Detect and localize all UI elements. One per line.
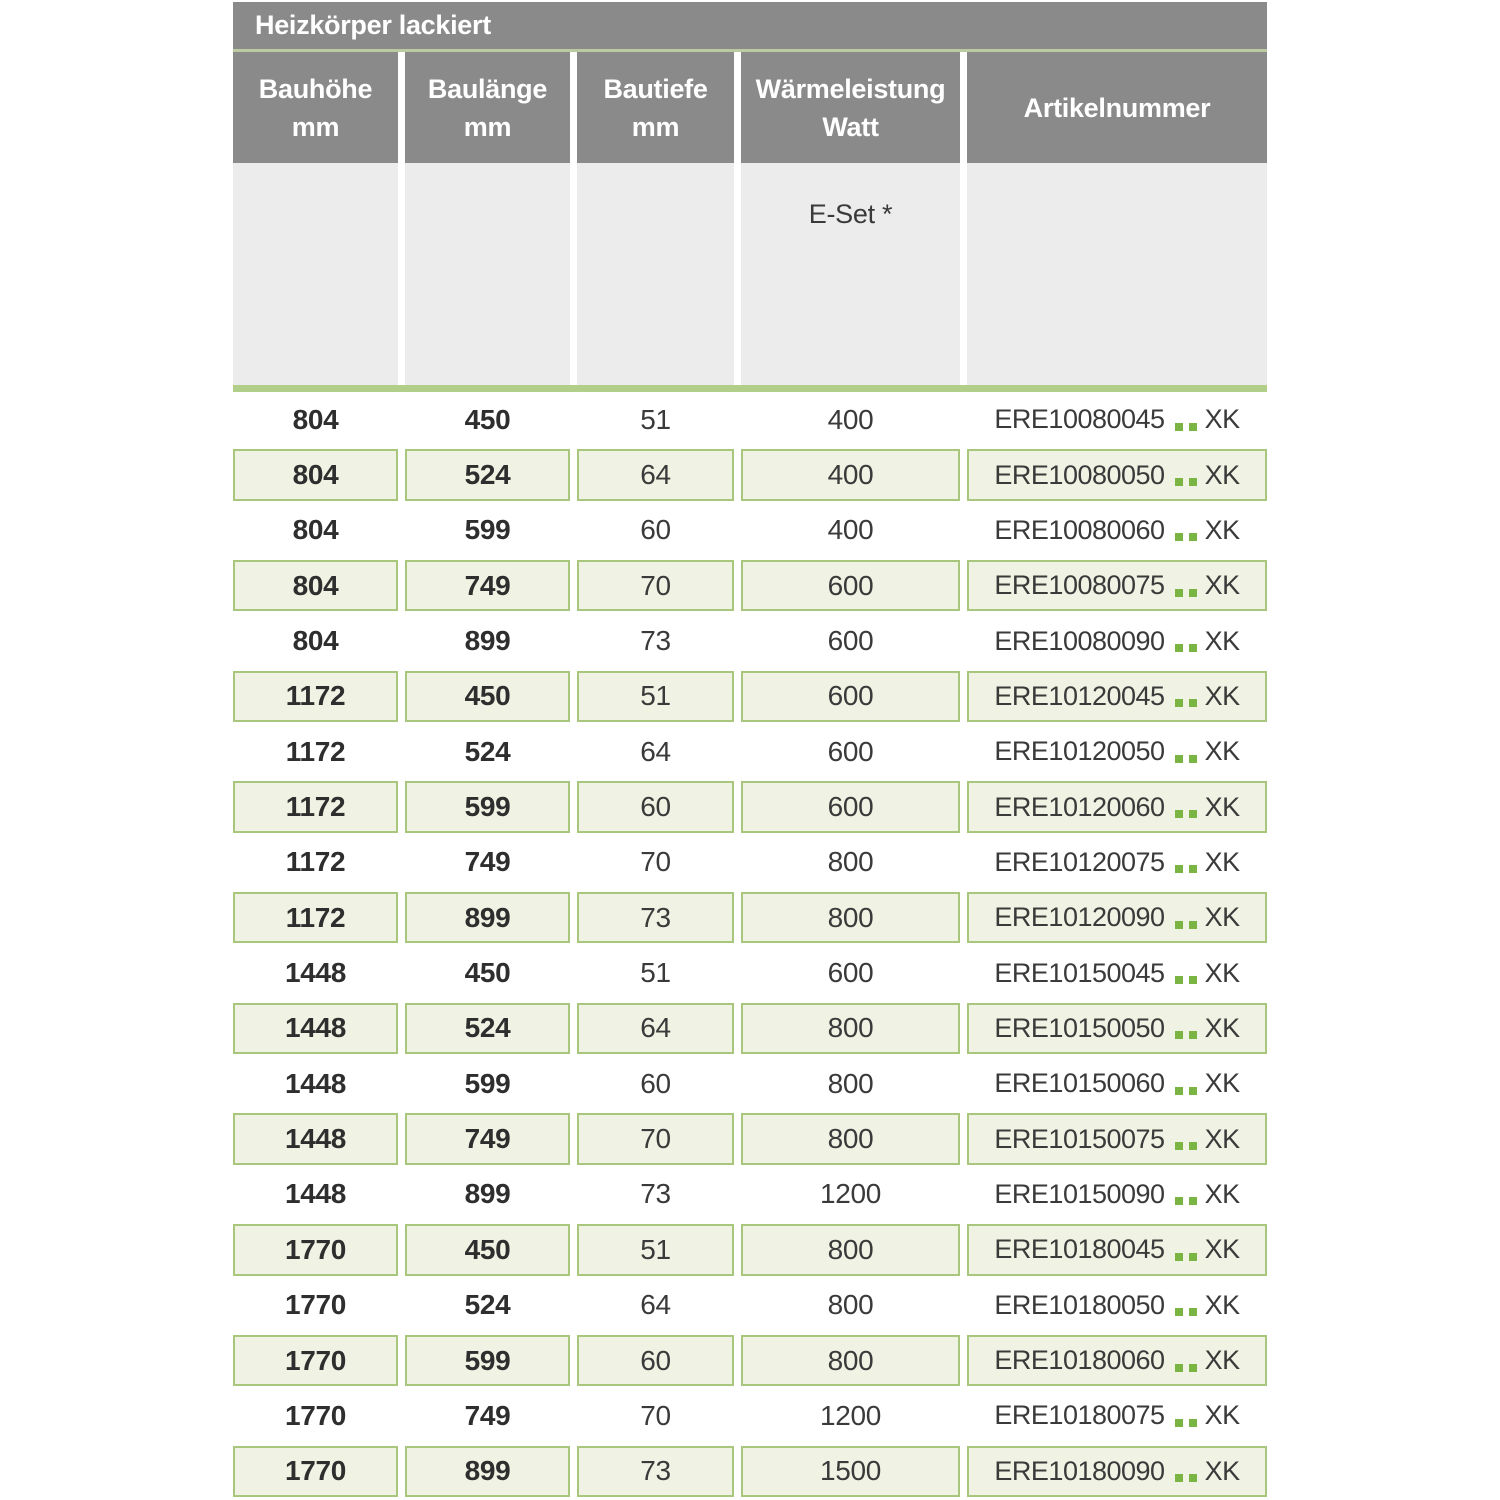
cell-artikelnummer: [967, 615, 1267, 666]
cell-bautiefe: 70: [577, 837, 734, 888]
cell-waermeleistung: 800: [741, 837, 960, 888]
cell-bautiefe: 51: [577, 947, 734, 998]
cell-artikelnummer: [967, 1224, 1267, 1275]
placeholder-dot-icon: [1189, 478, 1197, 486]
artikelnummer-prefix: ERE10150075: [994, 1123, 1165, 1154]
placeholder-dot-icon: [1175, 533, 1183, 541]
table-row: [233, 1280, 1267, 1331]
artikelnummer-prefix: ERE10080075: [994, 570, 1165, 601]
cell-bautiefe: 73: [577, 1169, 734, 1220]
radiator-spec-table: [233, 2, 1267, 1499]
cell-baulaenge: 599: [405, 1058, 570, 1109]
table-body: [233, 392, 1267, 1499]
placeholder-dot-icon: [1189, 865, 1197, 873]
cell-bauhoehe: 804: [233, 560, 398, 611]
cell-waermeleistung: 1200: [741, 1169, 960, 1220]
cell-bautiefe: 64: [577, 726, 734, 777]
cell-waermeleistung: 800: [741, 1058, 960, 1109]
cell-waermeleistung: 800: [741, 1003, 960, 1054]
column-header-unit: Watt: [822, 111, 879, 142]
placeholder-dot-icon: [1189, 921, 1197, 929]
column-header-artikelnummer: [967, 52, 1267, 163]
placeholder-dot-icon: [1175, 865, 1183, 873]
cell-bauhoehe: 1448: [233, 1169, 398, 1220]
artikelnummer-prefix: ERE10120075: [994, 846, 1165, 877]
cell-waermeleistung: 600: [741, 671, 960, 722]
cell-waermeleistung: 600: [741, 781, 960, 832]
cell-artikelnummer: [967, 1058, 1267, 1109]
column-header-label: Wärmeleistung: [755, 73, 946, 104]
cell-bauhoehe: 1770: [233, 1335, 398, 1386]
artikelnummer-suffix: XK: [1204, 791, 1240, 822]
artikelnummer-prefix: ERE10080060: [994, 514, 1165, 545]
cell-artikelnummer: [967, 1003, 1267, 1054]
placeholder-dot-icon: [1189, 1474, 1197, 1482]
placeholder-dot-icon: [1175, 810, 1183, 818]
cell-bautiefe: 51: [577, 1224, 734, 1275]
artikelnummer-prefix: ERE10150045: [994, 957, 1165, 988]
cell-bauhoehe: 804: [233, 449, 398, 500]
cell-baulaenge: 450: [405, 394, 570, 445]
column-header-label: Bautiefe: [603, 73, 708, 104]
cell-waermeleistung: 600: [741, 615, 960, 666]
artikelnummer-prefix: ERE10120090: [994, 902, 1165, 933]
placeholder-dot-icon: [1175, 589, 1183, 597]
cell-waermeleistung: 600: [741, 560, 960, 611]
column-header-label: Bauhöhe: [258, 73, 373, 104]
cell-bautiefe: 60: [577, 1058, 734, 1109]
artikelnummer-suffix: XK: [1204, 902, 1240, 933]
cell-bauhoehe: 1770: [233, 1390, 398, 1441]
artikelnummer-prefix: ERE10080090: [994, 625, 1165, 656]
placeholder-dot-icon: [1175, 478, 1183, 486]
cell-bautiefe: 64: [577, 1003, 734, 1054]
cell-baulaenge: 599: [405, 1335, 570, 1386]
cell-artikelnummer: [967, 394, 1267, 445]
placeholder-dot-icon: [1189, 1197, 1197, 1205]
column-header-unit: mm: [631, 111, 680, 142]
artikelnummer-suffix: XK: [1204, 459, 1240, 490]
artikelnummer-suffix: XK: [1204, 1178, 1240, 1209]
cell-baulaenge: 599: [405, 781, 570, 832]
table-row: [233, 781, 1267, 832]
artikelnummer-prefix: ERE10150060: [994, 1068, 1165, 1099]
artikelnummer-suffix: XK: [1204, 514, 1240, 545]
placeholder-dot-icon: [1189, 755, 1197, 763]
table-row: [233, 1446, 1267, 1497]
cell-waermeleistung: 800: [741, 1113, 960, 1164]
artikelnummer-suffix: XK: [1204, 404, 1240, 435]
cell-bauhoehe: 1448: [233, 947, 398, 998]
table-row: [233, 1058, 1267, 1109]
placeholder-dot-icon: [1189, 1308, 1197, 1316]
cell-baulaenge: 749: [405, 837, 570, 888]
cell-baulaenge: 524: [405, 726, 570, 777]
placeholder-dot-icon: [1189, 589, 1197, 597]
placeholder-dot-icon: [1189, 1364, 1197, 1372]
artikelnummer-suffix: XK: [1204, 680, 1240, 711]
placeholder-dot-icon: [1175, 423, 1183, 431]
subheader-cell-bauhoehe: [233, 163, 398, 385]
cell-artikelnummer: [967, 560, 1267, 611]
placeholder-dot-icon: [1189, 533, 1197, 541]
cell-baulaenge: 899: [405, 615, 570, 666]
cell-bauhoehe: 1770: [233, 1446, 398, 1497]
subheader-cell-bautiefe: [577, 163, 734, 385]
placeholder-dot-icon: [1175, 921, 1183, 929]
placeholder-dot-icon: [1189, 1142, 1197, 1150]
cell-bautiefe: 73: [577, 892, 734, 943]
placeholder-dot-icon: [1189, 1087, 1197, 1095]
e-set-note: E-Set *: [808, 199, 893, 229]
placeholder-dot-icon: [1175, 1142, 1183, 1150]
cell-baulaenge: 749: [405, 1113, 570, 1164]
cell-bautiefe: 73: [577, 1446, 734, 1497]
cell-baulaenge: 450: [405, 1224, 570, 1275]
placeholder-dot-icon: [1189, 810, 1197, 818]
cell-artikelnummer: [967, 1113, 1267, 1164]
placeholder-dot-icon: [1189, 423, 1197, 431]
placeholder-dot-icon: [1175, 644, 1183, 652]
cell-waermeleistung: 600: [741, 726, 960, 777]
placeholder-dot-icon: [1175, 1087, 1183, 1095]
subheader-cell-artikelnummer: [967, 163, 1267, 385]
subheader-row: [233, 163, 1267, 385]
column-header-waermeleistung: [741, 52, 960, 163]
cell-baulaenge: 749: [405, 560, 570, 611]
artikelnummer-suffix: XK: [1204, 957, 1240, 988]
cell-baulaenge: 524: [405, 449, 570, 500]
column-header-unit: mm: [463, 111, 512, 142]
column-header-unit: mm: [291, 111, 340, 142]
cell-bautiefe: 51: [577, 671, 734, 722]
cell-bautiefe: 51: [577, 394, 734, 445]
table-row: [233, 1335, 1267, 1386]
cell-artikelnummer: [967, 1335, 1267, 1386]
cell-artikelnummer: [967, 671, 1267, 722]
placeholder-dot-icon: [1189, 1031, 1197, 1039]
placeholder-dot-icon: [1189, 1253, 1197, 1261]
artikelnummer-prefix: ERE10080050: [994, 459, 1165, 490]
artikelnummer-prefix: ERE10180050: [994, 1289, 1165, 1320]
cell-waermeleistung: 1200: [741, 1390, 960, 1441]
column-header-baulaenge: [405, 52, 570, 163]
placeholder-dot-icon: [1175, 1197, 1183, 1205]
artikelnummer-prefix: ERE10150050: [994, 1012, 1165, 1043]
cell-artikelnummer: [967, 1390, 1267, 1441]
cell-bauhoehe: 804: [233, 394, 398, 445]
table-row: [233, 726, 1267, 777]
column-header-bauhoehe: [233, 52, 398, 163]
placeholder-dot-icon: [1175, 1031, 1183, 1039]
cell-waermeleistung: 600: [741, 947, 960, 998]
placeholder-dot-icon: [1175, 1253, 1183, 1261]
artikelnummer-prefix: ERE10180060: [994, 1345, 1165, 1376]
cell-bauhoehe: 1770: [233, 1224, 398, 1275]
cell-waermeleistung: 800: [741, 892, 960, 943]
cell-baulaenge: 749: [405, 1390, 570, 1441]
cell-artikelnummer: [967, 449, 1267, 500]
table-row: [233, 615, 1267, 666]
header-divider-bar: [233, 385, 1267, 392]
table-row: [233, 394, 1267, 445]
table-row: [233, 560, 1267, 611]
cell-bauhoehe: 804: [233, 615, 398, 666]
cell-waermeleistung: 800: [741, 1224, 960, 1275]
table-title-bar: [233, 2, 1267, 49]
cell-bauhoehe: 1172: [233, 837, 398, 888]
table-row: [233, 449, 1267, 500]
cell-baulaenge: 899: [405, 1169, 570, 1220]
artikelnummer-prefix: ERE10180090: [994, 1455, 1165, 1486]
cell-waermeleistung: 1500: [741, 1446, 960, 1497]
cell-waermeleistung: 800: [741, 1280, 960, 1331]
artikelnummer-prefix: ERE10150090: [994, 1178, 1165, 1209]
cell-bautiefe: 60: [577, 505, 734, 556]
artikelnummer-suffix: XK: [1204, 1345, 1240, 1376]
cell-bautiefe: 64: [577, 1280, 734, 1331]
cell-bautiefe: 64: [577, 449, 734, 500]
artikelnummer-prefix: ERE10180075: [994, 1400, 1165, 1431]
cell-baulaenge: 599: [405, 505, 570, 556]
cell-bauhoehe: 1448: [233, 1113, 398, 1164]
cell-bauhoehe: 1172: [233, 781, 398, 832]
table-row: [233, 1224, 1267, 1275]
subheader-cell-baulaenge: [405, 163, 570, 385]
cell-bauhoehe: 1172: [233, 892, 398, 943]
cell-bauhoehe: 804: [233, 505, 398, 556]
cell-waermeleistung: 400: [741, 449, 960, 500]
cell-artikelnummer: [967, 892, 1267, 943]
cell-artikelnummer: [967, 726, 1267, 777]
subheader-cell-waermeleistung: [741, 163, 960, 385]
artikelnummer-suffix: XK: [1204, 1400, 1240, 1431]
table-row: [233, 837, 1267, 888]
cell-bautiefe: 60: [577, 1335, 734, 1386]
placeholder-dot-icon: [1189, 644, 1197, 652]
artikelnummer-suffix: XK: [1204, 1068, 1240, 1099]
placeholder-dot-icon: [1189, 1419, 1197, 1427]
cell-bauhoehe: 1770: [233, 1280, 398, 1331]
placeholder-dot-icon: [1189, 699, 1197, 707]
placeholder-dot-icon: [1189, 976, 1197, 984]
artikelnummer-suffix: XK: [1204, 625, 1240, 656]
cell-bautiefe: 70: [577, 560, 734, 611]
cell-artikelnummer: [967, 837, 1267, 888]
placeholder-dot-icon: [1175, 1308, 1183, 1316]
cell-bautiefe: 70: [577, 1390, 734, 1441]
placeholder-dot-icon: [1175, 1419, 1183, 1427]
cell-waermeleistung: 400: [741, 394, 960, 445]
cell-bauhoehe: 1448: [233, 1058, 398, 1109]
cell-artikelnummer: [967, 1446, 1267, 1497]
placeholder-dot-icon: [1175, 1474, 1183, 1482]
cell-bauhoehe: 1172: [233, 671, 398, 722]
cell-bautiefe: 60: [577, 781, 734, 832]
cell-waermeleistung: 400: [741, 505, 960, 556]
cell-baulaenge: 524: [405, 1003, 570, 1054]
table-row: [233, 1003, 1267, 1054]
cell-baulaenge: 450: [405, 947, 570, 998]
cell-bautiefe: 73: [577, 615, 734, 666]
artikelnummer-suffix: XK: [1204, 570, 1240, 601]
cell-bauhoehe: 1172: [233, 726, 398, 777]
artikelnummer-prefix: ERE10120050: [994, 736, 1165, 767]
artikelnummer-suffix: XK: [1204, 1012, 1240, 1043]
cell-waermeleistung: 800: [741, 1335, 960, 1386]
artikelnummer-suffix: XK: [1204, 1455, 1240, 1486]
artikelnummer-prefix: ERE10080045: [994, 404, 1165, 435]
artikelnummer-suffix: XK: [1204, 736, 1240, 767]
artikelnummer-prefix: ERE10120045: [994, 680, 1165, 711]
column-header-bautiefe: [577, 52, 734, 163]
placeholder-dot-icon: [1175, 699, 1183, 707]
cell-baulaenge: 899: [405, 892, 570, 943]
artikelnummer-suffix: XK: [1204, 1123, 1240, 1154]
cell-baulaenge: 899: [405, 1446, 570, 1497]
cell-bauhoehe: 1448: [233, 1003, 398, 1054]
cell-baulaenge: 524: [405, 1280, 570, 1331]
table-row: [233, 505, 1267, 556]
column-header-label: Baulänge: [427, 73, 548, 104]
artikelnummer-suffix: XK: [1204, 1289, 1240, 1320]
cell-baulaenge: 450: [405, 671, 570, 722]
artikelnummer-suffix: XK: [1204, 1234, 1240, 1265]
artikelnummer-prefix: ERE10120060: [994, 791, 1165, 822]
placeholder-dot-icon: [1175, 976, 1183, 984]
cell-artikelnummer: [967, 1280, 1267, 1331]
artikelnummer-suffix: XK: [1204, 846, 1240, 877]
table-row: [233, 947, 1267, 998]
cell-artikelnummer: [967, 1169, 1267, 1220]
cell-bautiefe: 70: [577, 1113, 734, 1164]
table-row: [233, 1390, 1267, 1441]
artikelnummer-prefix: ERE10180045: [994, 1234, 1165, 1265]
table-row: [233, 1169, 1267, 1220]
table-title: Heizkörper lackiert: [255, 10, 491, 40]
placeholder-dot-icon: [1175, 755, 1183, 763]
cell-artikelnummer: [967, 947, 1267, 998]
table-row: [233, 892, 1267, 943]
column-header-row: [233, 52, 1267, 163]
cell-artikelnummer: [967, 781, 1267, 832]
column-header-label: Artikelnummer: [1023, 92, 1211, 123]
placeholder-dot-icon: [1175, 1364, 1183, 1372]
table-row: [233, 1113, 1267, 1164]
cell-artikelnummer: [967, 505, 1267, 556]
table-row: [233, 671, 1267, 722]
